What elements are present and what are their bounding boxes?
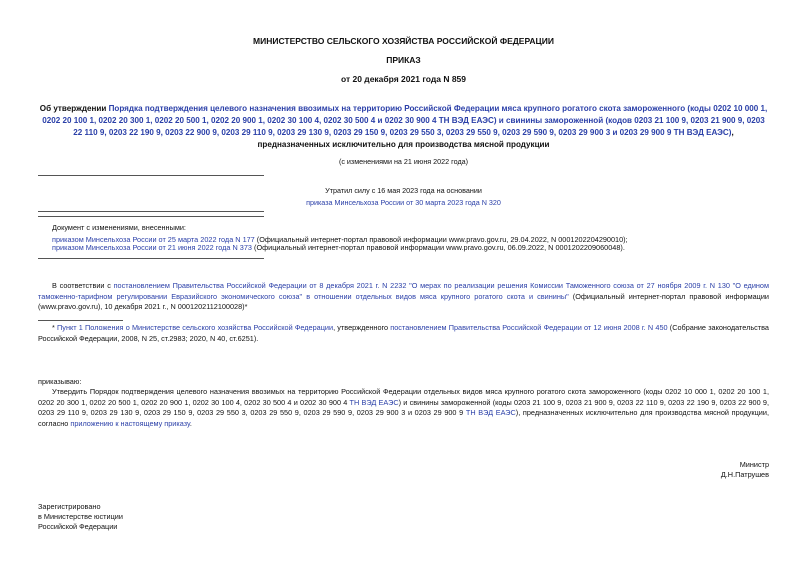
appendix-link[interactable]: приложению к настоящему приказу (70, 418, 190, 428)
divider (38, 211, 264, 212)
tnved-link[interactable]: ТН ВЭД ЕАЭС (465, 408, 516, 417)
preamble-text: В соответствии с (52, 281, 114, 290)
footnote-text: (Собрание законодательства Российской Федерации, 2008, N 25, ст.2983; 2020, N 40, ст.6251). (38, 323, 769, 343)
registration-line: в Министерстве юстиции (38, 512, 123, 521)
expired-note: Утратил силу с 16 мая 2023 года на основании (325, 186, 482, 195)
preamble-text: (Официальный интернет-портал правовой информации (www.pravo.gov.ru), 10 декабря 2021 г., N 0001202112100028)* (38, 291, 769, 311)
expired-order-link[interactable]: приказа Минсельхоза России от 30 марта 2023 года N 320 (306, 198, 501, 207)
signatory-name: Д.Н.Патрушев (720, 470, 769, 479)
title-link[interactable]: Порядка подтверждения целевого назначения ввозимых на территорию Российской Федерации мяса крупного рогатого скота замороженного (коды 0202 10 000 1, 0202 20 100 1, 0202 20 300 1, 0202 20 500 1, 0202 20 900 1, 0202 30 100 4, 0202 30 500 4 и 0202 30 900 4 ТН ВЭД ЕАЭС) и свинины замороженной (кодов 0203 21 100 9, 0203 21 900 9, 0203 22 110 9, 0203 22 190 9, 0203 22 900 9, 0203 29 110 9, 0203 29 130 9, 0203 29 150 9, 0203 29 550 3, 0203 29 550 9, 0203 29 590 9, 0203 29 900 3 и 0203 29 900 9 ТН ВЭД ЕАЭС) (42, 104, 768, 137)
footnote-text: * (52, 323, 58, 332)
order-text: Утвердить Порядок подтверждения целевого назначения ввозимых на территорию Российской Федерации отдельных видов мяса крупного рогатого скота замороженного (коды 0202 10 000 1, 0202 20 100 1, 0202 20 300 1, 0202 20 500 1, 0202 20 900 1, 0202 30 100 4, 0202 30 500 4 и 0202 30 900 4 (38, 387, 769, 407)
order-word: приказываю: (38, 377, 82, 386)
divider (38, 216, 264, 217)
change-item (52, 243, 772, 254)
doc-date-number: от 20 декабря 2021 года N 859 (340, 74, 467, 84)
order-text: ) и свинины замороженной (коды 0203 21 100 9, 0203 21 900 9, 0203 22 110 9, 0203 22 190 9, 0203 22 900 9, 0203 29 110 9, 0203 29 130 9, 0203 29 150 9, 0203 29 550 3, 0203 29 550 9, 0203 29 590 9, 0203 29 900 3 и 0203 29 900 9 (38, 397, 769, 417)
signatory-title: Министр (739, 460, 769, 469)
order-text: ), предназначенных исключительно для производства мясной продукции, согласно (38, 408, 769, 428)
title-prefix: Об утверждении (39, 104, 109, 113)
change-item-link[interactable]: приказом Минсельхоза России от 25 марта 2022 года N 177 (52, 235, 255, 244)
ministry-heading: МИНИСТЕРСТВО СЕЛЬСКОГО ХОЗЯЙСТВА РОССИЙСКОЙ ФЕДЕРАЦИИ (253, 36, 554, 46)
government-decree-link[interactable]: постановлением Правительства Российской Федерации от 8 декабря 2021 г. N 2232 "О мерах по реализации решения Комиссии Таможенного союза от 27 ноября 2009 г. N 130 "О едином таможенно-тарифном регулировании Евразийского экономического союза" в отношении отдельных видов мяса крупного рогатого скота и свинины" (38, 281, 769, 301)
document-title (38, 103, 769, 151)
expired-link-wrap (0, 198, 807, 207)
footnote-divider (38, 320, 123, 321)
amendments-note: (с изменениями на 21 июня 2022 года) (338, 157, 469, 166)
change-item-link[interactable]: приказом Минсельхоза России от 21 июня 2022 года N 373 (52, 243, 252, 252)
footnote-text: , утвержденного (333, 323, 391, 332)
order-text: . (189, 418, 192, 428)
title-suffix: , предназначенных исключительно для производства мясной продукции (257, 128, 734, 149)
footnote (38, 323, 769, 344)
order-paragraph (38, 387, 769, 429)
change-item-text: (Официальный интернет-портал правовой информации www.pravo.gov.ru, 29.04.2022, N 0001202204290010); (254, 235, 628, 244)
doc-type: ПРИКАЗ (386, 55, 421, 65)
changes-heading: Документ с изменениями, внесенными: (52, 223, 186, 232)
registration-line: Российской Федерации (38, 522, 118, 531)
change-item-text: (Официальный интернет-портал правовой информации www.pravo.gov.ru, 06.09.2022, N 0001202209060048). (251, 243, 625, 252)
divider (38, 175, 264, 176)
registration-line: Зарегистрировано (38, 502, 101, 511)
preamble-paragraph (38, 281, 769, 313)
tnved-link[interactable]: ТН ВЭД ЕАЭС (349, 397, 399, 407)
decree-450-link[interactable]: постановлением Правительства Российской Федерации от 12 июня 2008 г. N 450 (390, 323, 668, 332)
divider (38, 258, 264, 259)
regulation-link[interactable]: Пункт 1 Положения о Министерстве сельского хозяйства Российской Федерации (57, 323, 334, 332)
